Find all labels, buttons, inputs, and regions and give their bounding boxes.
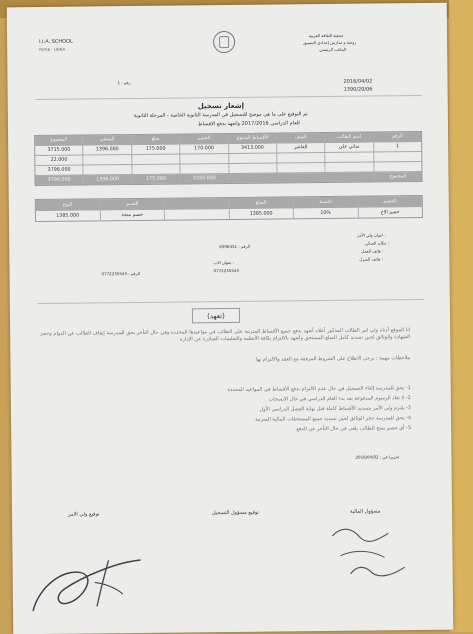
table-cell — [276, 163, 324, 173]
school-logo-icon — [213, 31, 235, 53]
table-cell — [83, 165, 131, 175]
field-value-1: الرقم : 6306431 — [219, 243, 251, 250]
table-cell: 1 — [373, 142, 421, 152]
table-cell — [276, 153, 324, 163]
table-cell — [373, 152, 421, 162]
signature-label-left: توقيع ولي الامر — [68, 511, 100, 518]
note-item: 5- أي خصم يمنح للطالب يلغى في حال التأخر عن الدفع — [296, 425, 412, 433]
pledge-paragraph: انا الموقع أدناه ولي امر الطالب المذكور أعلاه أتعهد بدفع جميع الأقساط المترتبة على الطالب في مواعيدها المحددة وفي حال التأخر يحق للمدرسة إيقاف الطالب عن الدوام وحجز الشهادة والوثائق لحين تسديد كامل المبلغ المستحق وأتعهد بالالتزام بكافة الأنظمة والتعليمات الصادرة عن الإدارة — [40, 327, 411, 343]
note-item: 1- يحق للمدرسة إلغاء التسجيل في حال عدم الالتزام بدفع الأقساط في المواعيد المحددة — [227, 385, 411, 394]
header-cell: الخصم — [179, 134, 227, 144]
signature-right-icon — [322, 515, 443, 596]
note-item: 4- يحق للمدرسة حجز الوثائق لحين تسديد جميع المستحقات المالية المترتبة — [255, 415, 412, 423]
intro-line: تم التوقيع على ما هي موضح للتسجيل في المدرسة الثانوية الخاصة - المرحلة الثانوية — [133, 111, 308, 119]
table-cell: 3796.000 — [47, 167, 71, 173]
table-cell: خصم منحة — [99, 210, 164, 221]
table-cell — [228, 164, 276, 174]
header-cell: الأقساط السنوي — [228, 134, 276, 144]
table-cell: 3715.000 — [47, 147, 71, 153]
total-cell — [228, 174, 276, 184]
total-cell — [276, 173, 324, 183]
header-cell: المتبقي — [82, 135, 130, 145]
table-cell: 175.000 — [131, 145, 179, 155]
table-cell — [131, 165, 179, 175]
total-cell: 175.000 — [131, 175, 179, 185]
registration-document — [7, 3, 454, 634]
field-label-1: عنوان ولي الأمر : — [357, 232, 387, 238]
field-label-2: مكان السكن : — [365, 240, 389, 246]
totals-label: المجموع — [373, 172, 421, 182]
header-cell: اسم الطالب — [324, 132, 372, 142]
school-sub-left: ROSE - UBRA — [39, 46, 66, 52]
table-cell: 1385.000 — [228, 208, 293, 219]
note-item: 2- لا تعاد الرسوم المدفوعة بعد بدء العام الدراسي في حال الانسحاب — [268, 395, 411, 403]
header-cell: الصف — [276, 133, 324, 143]
section-divider — [38, 299, 424, 304]
ref-number: رقم : 1 — [117, 80, 131, 86]
header-cell: المجموع — [50, 137, 68, 143]
date-1: 2016/04/02 — [343, 78, 373, 85]
field-value-3: الرقم : 0772235543 — [101, 270, 141, 277]
header-cell: الرقم — [373, 132, 421, 142]
table-cell: خصم الاخ — [357, 207, 422, 218]
school-name-left: I.I.A. SCHOOL — [39, 38, 73, 45]
header-right-line1: جمعية الثقافة العربية — [309, 32, 344, 39]
total-cell — [325, 172, 373, 182]
table-cell: 1396.000 — [83, 145, 131, 155]
field-value-4: عنوان الاب : — [213, 259, 235, 266]
document-title: إشعار تسجيل — [197, 101, 245, 111]
pledge-title: (تعهد) — [192, 308, 240, 324]
table-cell — [180, 164, 228, 174]
table-cell — [325, 162, 373, 172]
header-cell: القسم — [99, 199, 164, 210]
note-item: 3- يلتزم ولي الأمر بتسديد الأقساط كاملة قبل نهاية الفصل الدراسي الأول — [259, 405, 411, 413]
date-2: 1390/20/06 — [343, 86, 373, 93]
date-line: تحريرا في : 2016/04/02 — [355, 454, 400, 460]
field-label-3: هاتف العمل : — [361, 248, 384, 254]
table-cell — [325, 152, 373, 162]
header-divider — [36, 95, 422, 100]
table-cell — [179, 154, 227, 164]
table-cell — [131, 155, 179, 165]
table-cell — [83, 155, 131, 165]
header-cell: المبلغ — [228, 197, 293, 208]
table-cell: 1385.000 — [56, 213, 80, 219]
intro-line-2: للعام الدراسي 2017/2016 واتعهد بدفع الاقساط — [197, 120, 300, 128]
table-cell: 170.000 — [179, 144, 227, 154]
table-cell: 10% — [293, 208, 358, 219]
total-cell: 3796.000 — [47, 177, 71, 183]
signature-label-right: مسؤول المالية — [349, 508, 381, 515]
discount-table — [35, 195, 423, 222]
signature-left-icon — [24, 526, 165, 627]
table-cell: ساتي علي — [324, 142, 372, 152]
table-cell: العاشر — [276, 143, 324, 153]
folder-edge — [449, 0, 473, 632]
table-cell: 3413.000 — [228, 144, 276, 154]
notes-heading: ملاحظات مهمة : يرجى الاطلاع على الشروط المرفقة مع العقد والالتزام بها — [255, 355, 411, 363]
field-label-4: هاتف المنزل : — [359, 256, 383, 262]
header-right-line2: روضة و مدارس إعدادي التنسيق — [303, 39, 357, 46]
header-right-line3: المكتب الرئيسي — [319, 46, 347, 53]
header-cell: النسبة — [293, 197, 358, 208]
table-cell: 22.000 — [50, 157, 68, 163]
table-cell — [164, 209, 229, 220]
header-cell: الخصم — [357, 196, 422, 207]
header-cell: مبلغ — [131, 135, 179, 145]
table-cell — [228, 154, 276, 164]
signature-label-middle: توقيع مسؤول التسجيل — [212, 509, 259, 517]
field-value-2: 0772235543 — [213, 267, 239, 274]
header-cell — [164, 198, 229, 209]
total-cell: 1396.000 — [83, 175, 131, 185]
total-cell: 3333.000 — [180, 174, 228, 184]
fees-table — [34, 131, 423, 186]
header-cell: النوع — [62, 202, 73, 208]
table-cell — [373, 162, 421, 172]
